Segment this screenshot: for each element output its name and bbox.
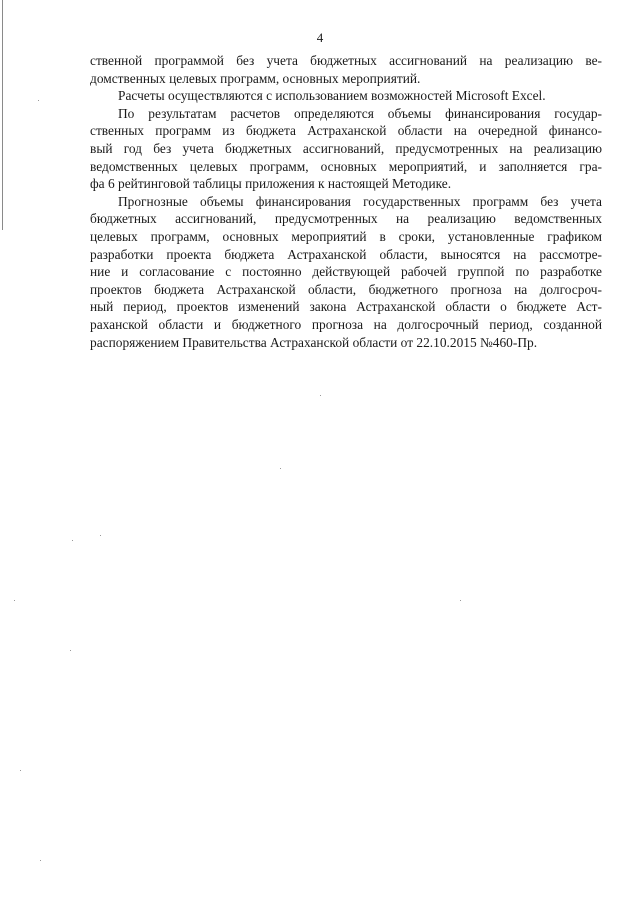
scan-speck bbox=[72, 540, 73, 541]
text-line: По результатам расчетов определяются объемы финансирования государ- bbox=[118, 105, 602, 121]
body-text bbox=[90, 52, 602, 351]
text-line: распоряжением Правительства Астраханской области от 22.10.2015 №460-Пр. bbox=[90, 334, 538, 350]
text-line: раханской области и бюджетного прогноза на долгосрочный период, созданной bbox=[90, 316, 602, 332]
scan-speck bbox=[14, 600, 15, 601]
scan-speck bbox=[38, 100, 39, 101]
text-line: ственных программ из бюджета Астраханской области на очередной финансо- bbox=[90, 123, 602, 139]
text-line: разработки проекта бюджета Астраханской области, выносятся на рассмотре- bbox=[90, 246, 602, 262]
text-line: ственной программой без учета бюджетных ассигнований на реализацию ве- bbox=[90, 53, 602, 68]
scan-speck bbox=[40, 860, 41, 861]
text-line: Прогнозные объемы финансирования государственных программ без учета bbox=[118, 193, 602, 209]
scan-speck bbox=[70, 650, 71, 651]
text-line: проектов бюджета Астраханской области, бюджетного прогноза на долгосроч- bbox=[90, 281, 602, 297]
text-line: ние и согласование с постоянно действующей рабочей группой по разработке bbox=[90, 264, 602, 280]
text-line: целевых программ, основных мероприятий в сроки, установленные графиком bbox=[90, 228, 602, 244]
text-line: ный период, проектов изменений закона Астраханской области о бюджете Аст- bbox=[90, 299, 602, 315]
text-line: вый год без учета бюджетных ассигнований, предусмотренных на реализацию bbox=[90, 140, 602, 156]
text-line: домственных целевых программ, основных мероприятий. bbox=[90, 70, 421, 86]
scan-speck bbox=[460, 600, 461, 601]
text-line: ведомственных целевых программ, основных мероприятий, и заполняется гра- bbox=[90, 158, 602, 174]
scan-speck bbox=[280, 468, 281, 469]
scan-speck bbox=[100, 535, 101, 536]
text-line: бюджетных ассигнований, предусмотренных на реализацию ведомственных bbox=[90, 211, 602, 227]
scan-speck bbox=[20, 770, 21, 771]
page-number: 4 bbox=[316, 30, 324, 45]
text-line: фа 6 рейтинговой таблицы приложения к настоящей Методике. bbox=[90, 176, 452, 192]
scan-speck bbox=[320, 395, 321, 396]
text-line: Расчеты осуществляются с использованием возможностей Microsoft Excel. bbox=[118, 88, 546, 104]
